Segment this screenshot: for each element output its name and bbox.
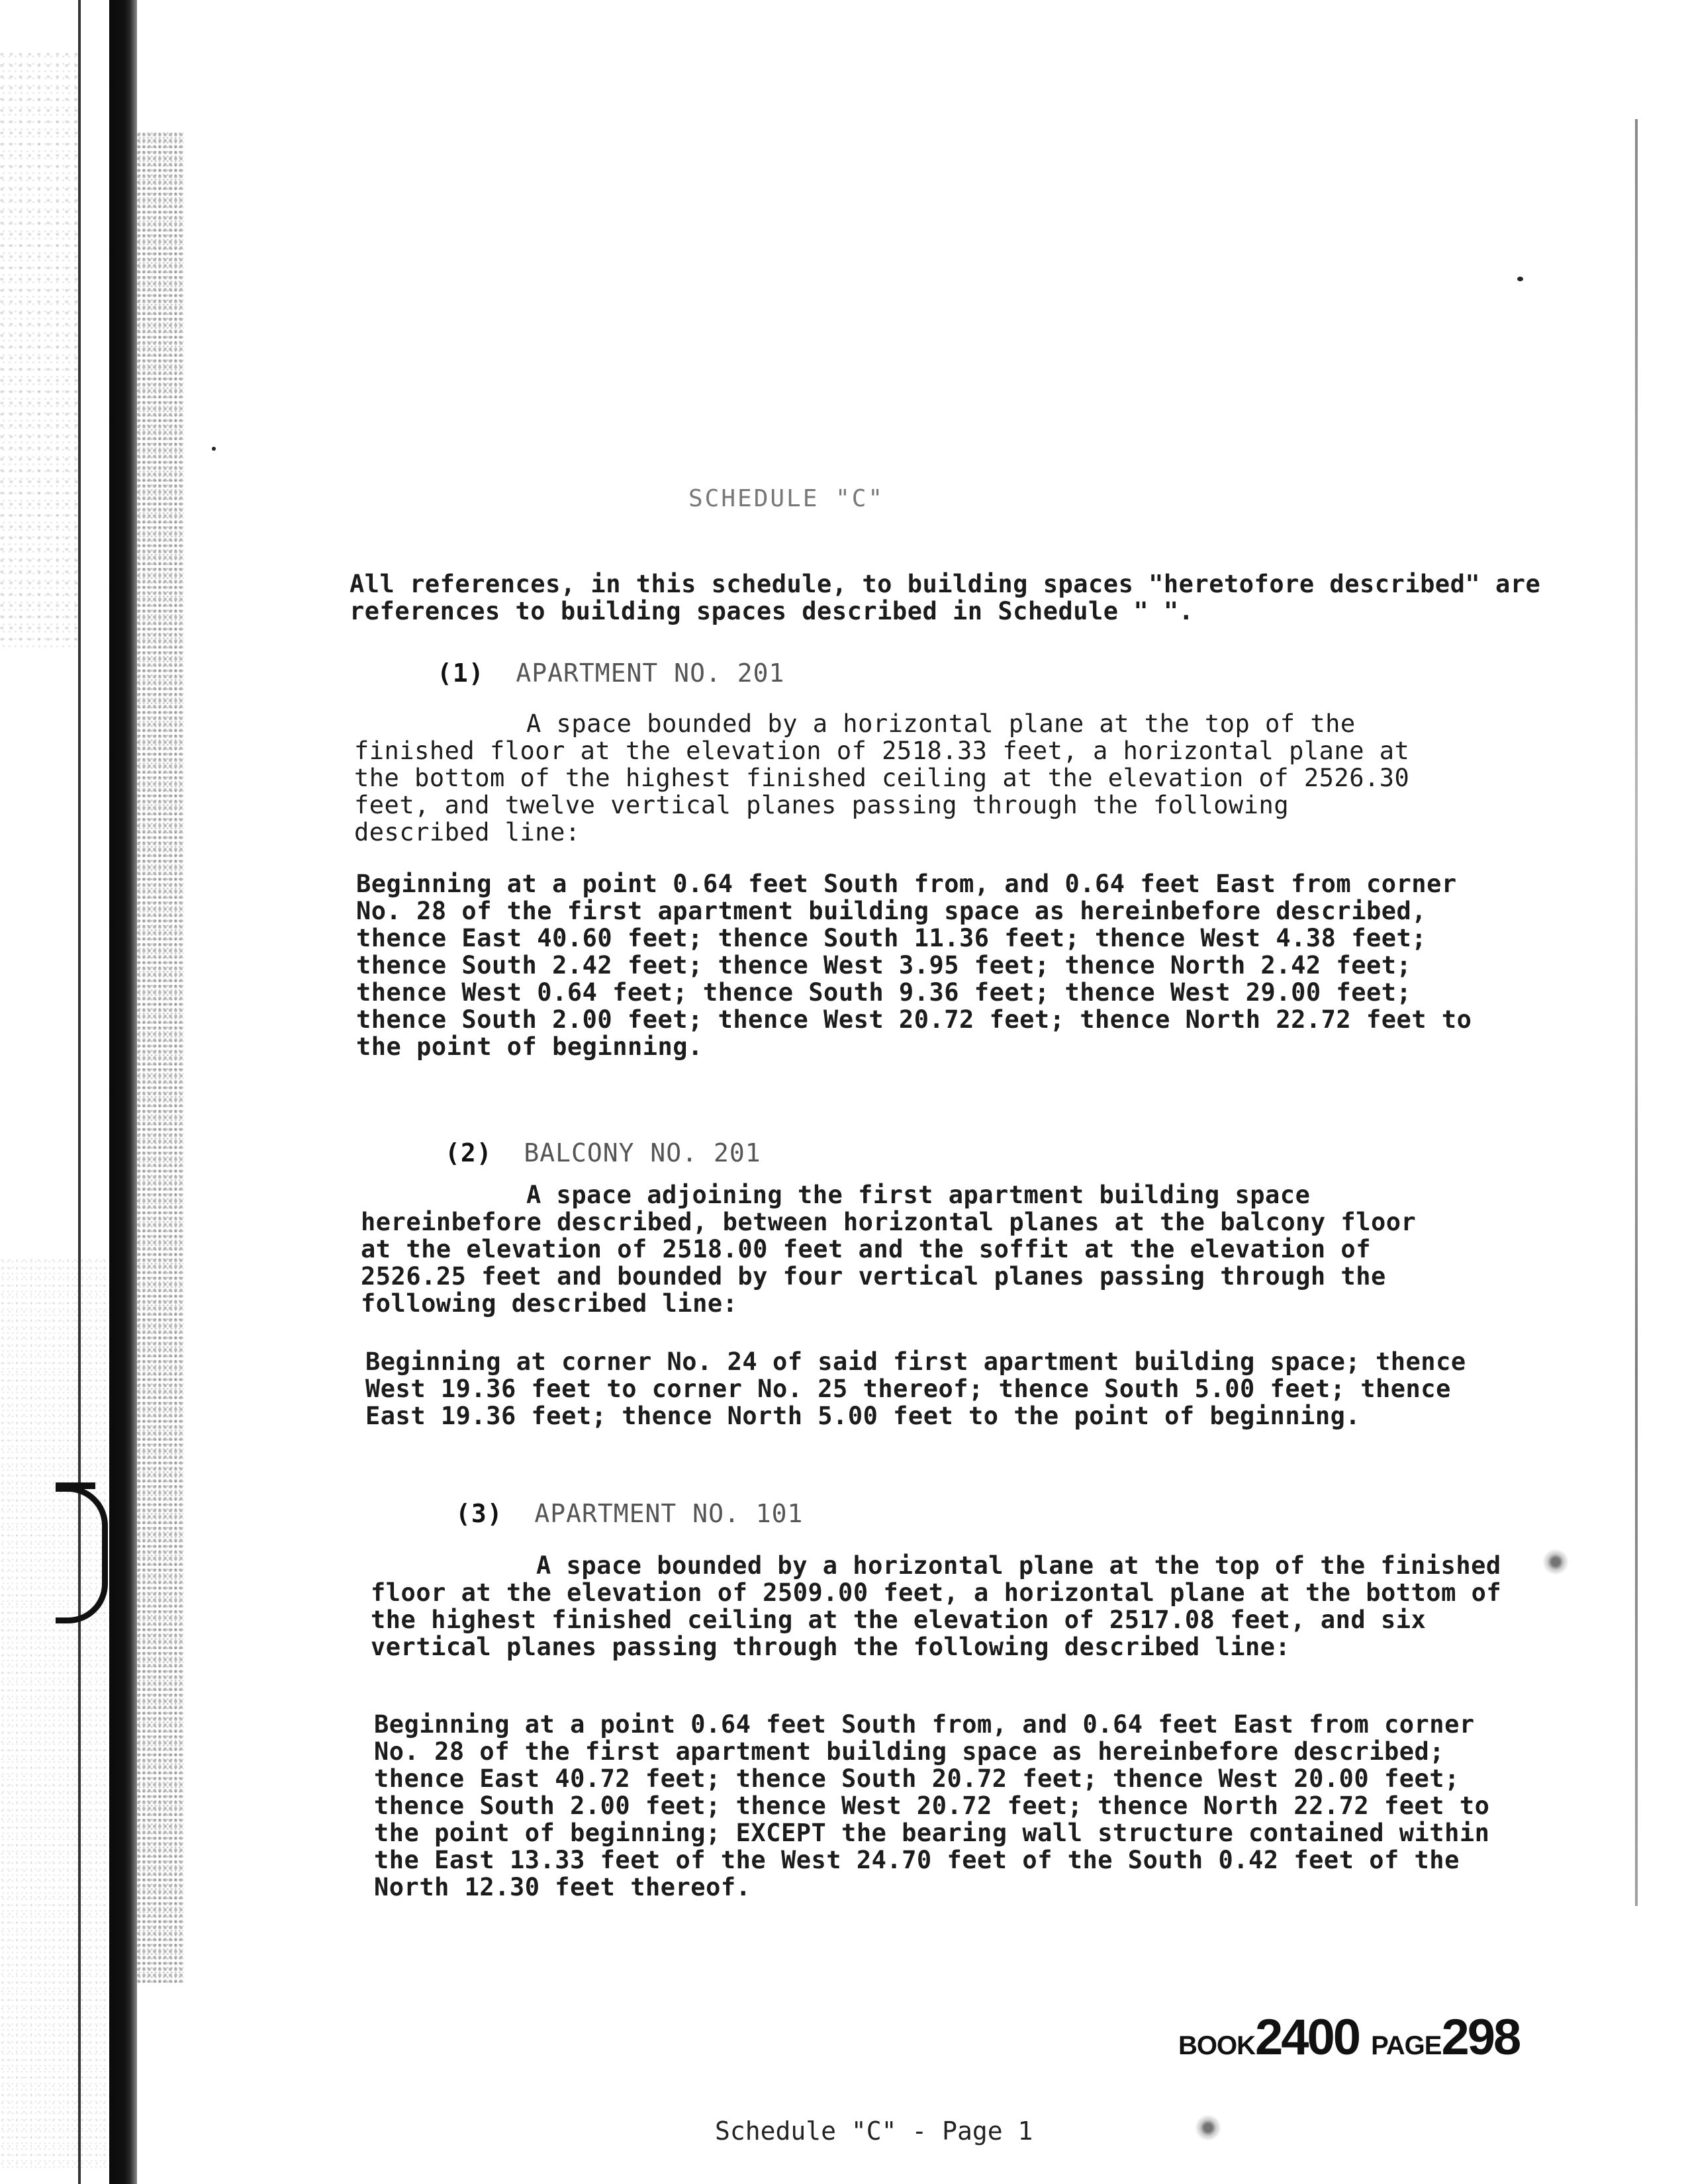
section-number: (3) <box>455 1499 503 1528</box>
section-number: (1) <box>437 659 485 688</box>
page-number: 298 <box>1441 2009 1520 2066</box>
book-page-reference <box>1178 2009 1519 2066</box>
scan-speckle-bottom <box>0 1257 113 2171</box>
intro-paragraph: All references, in this schedule, to building spaces "heretofore described" are references to building spaces described in Schedule " ". <box>350 570 1541 625</box>
book-label: BOOK <box>1178 2031 1255 2060</box>
balcony-201-boundary: Beginning at corner No. 24 of said first apartment building space; thence West 19.36 feet to corner No. 25 thereof; thence South 5.00 feet; thence East 19.36 feet; thence North 5.00 feet to the point of beginning. <box>365 1347 1466 1430</box>
scan-blot <box>1195 2115 1221 2141</box>
scan-right-edge <box>1635 119 1638 1906</box>
apartment-101-description: A space bounded by a horizontal plane at the top of the finished floor at the elevation of 2509.00 feet, a horizontal plane at the bottom of the highest finished ceiling at the elevation of 2517.08 feet, and six vertical planes passing through the following described line: <box>371 1551 1502 1661</box>
scan-blot <box>1542 1549 1569 1575</box>
section-name: APARTMENT NO. 201 <box>516 659 785 688</box>
book-number: 2400 <box>1255 2009 1360 2066</box>
apartment-101-boundary: Beginning at a point 0.64 feet South from, and 0.64 feet East from corner No. 28 of the first apartment building space as hereinbefore described; thence East 40.72 feet; thence South 20.72 feet; thence West 20.00 feet; thence South 2.00 feet; thence West 20.72 feet; thence North 22.72 feet to the point of beginning; EXCEPT the bearing wall structure contained within the East 13.33 feet of the West 24.70 feet of the South 0.42 feet of the North 12.30 feet thereof. <box>374 1710 1490 1901</box>
scan-speckle-top <box>0 53 79 649</box>
binding-shadow <box>109 0 137 2184</box>
section-number: (2) <box>445 1138 492 1167</box>
section-name: APARTMENT NO. 101 <box>534 1499 804 1528</box>
scan-edge-line <box>78 0 81 2184</box>
binder-clip <box>56 1486 108 1623</box>
page-label: PAGE <box>1371 2031 1442 2060</box>
section-apartment-101-title <box>455 1499 803 1528</box>
section-apartment-201-title <box>437 659 784 688</box>
section-balcony-201-title <box>445 1138 761 1167</box>
balcony-201-description: A space adjoining the first apartment building space hereinbefore described, between horizontal planes at the balcony floor at the elevation of 2518.00 feet and the soffit at the elevation of 2526.25 feet and bounded by four vertical planes passing through the following described line: <box>361 1181 1417 1318</box>
schedule-heading: SCHEDULE "C" <box>688 485 885 512</box>
apartment-201-boundary: Beginning at a point 0.64 feet South from, and 0.64 feet East from corner No. 28 of the first apartment building space as hereinbefore described, thence East 40.60 feet; thence South 11.36 feet; thence West 4.38 feet; thence South 2.42 feet; thence West 3.95 feet; thence North 2.42 feet; thence West 0.64 feet; thence South 9.36 feet; thence West 29.00 feet; thence South 2.00 feet; thence West 20.72 feet; thence North 22.72 feet to the point of beginning. <box>356 870 1472 1061</box>
scan-dot <box>1517 277 1523 281</box>
scan-dot <box>212 447 216 451</box>
page-footer: Schedule "C" - Page 1 <box>715 2116 1033 2146</box>
binding-shade <box>137 132 183 1985</box>
apartment-201-description: A space bounded by a horizontal plane at the top of the finished floor at the elevation of 2518.33 feet, a horizontal plane at the bottom of the highest finished ceiling at the elevation of 2526.30 feet, and twelve vertical planes passing through the following described line: <box>354 709 1410 846</box>
section-name: BALCONY NO. 201 <box>524 1138 761 1167</box>
